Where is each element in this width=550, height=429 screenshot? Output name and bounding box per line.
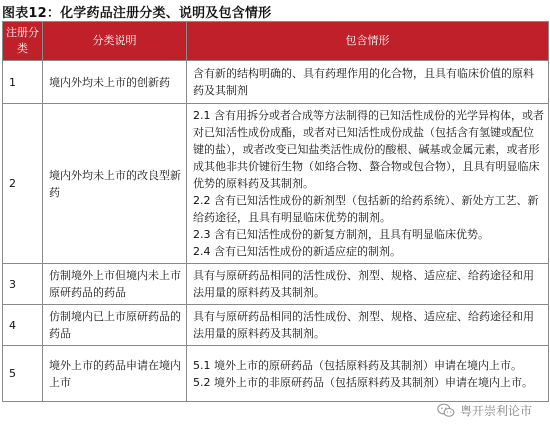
content-paragraph: 5.2 境外上市的非原研药品（包括原料药及其制剂）申请在境内上市。 (193, 375, 533, 389)
content-paragraph: 含有新的结构明确的、具有药理作用的化合物，且具有临床价值的原料药及其制剂 (193, 67, 534, 97)
row-description: 境内外均未上市的创新药 (43, 61, 187, 104)
watermark (437, 402, 532, 419)
content-paragraph: 具有与原研药品相同的活性成份、剂型、规格、适应症、给药途径和用法用量的原料药及其制剂。 (193, 310, 534, 340)
wechat-icon (437, 403, 455, 418)
content-paragraph: 2.1 含有用拆分或者合成等方法制得的已知活性成份的光学异构体，或者对已知活性成份成酯，或者对已知活性成份成盐（包括含有氢键或配位键的盐），或者改变已知盐类活性成份的酸根、碱基或金属元素，或者形成其他非共价键衍生物（如络合物、螯合物或包合物），且具有明显临床优势的原料药及其制剂。 (193, 109, 544, 190)
row-description: 仿制境内已上市原研药品的药品 (43, 305, 187, 346)
row-class-id: 5 (3, 346, 43, 402)
row-description: 仿制境外上市但境内未上市原研药品的药品 (43, 264, 187, 305)
content-paragraph: 2.3 含有已知活性成份的新复方制剂，且具有明显临床优势。 (193, 228, 489, 241)
table-header-row (3, 22, 549, 61)
drug-registration-table (2, 21, 549, 402)
content-paragraph: 2.2 含有已知活性成份的新剂型（包括新的给药系统）、新处方工艺、新给药途径，且具有明显临床优势的制剂。 (193, 194, 539, 224)
row-description: 境内外均未上市的改良型新药 (43, 104, 187, 264)
watermark-text: 粤开崇利论市 (459, 404, 532, 418)
row-description: 境外上市的药品申请在境内上市 (43, 346, 187, 402)
header-included-cases: 包含情形 (187, 22, 549, 61)
table-row (3, 104, 549, 264)
figure-title: 图表12：化学药品注册分类、说明及包含情形 (2, 6, 272, 21)
row-content (187, 264, 549, 305)
row-content (187, 61, 549, 104)
header-class-description: 分类说明 (43, 22, 187, 61)
row-content (187, 305, 549, 346)
row-class-id: 3 (3, 264, 43, 305)
table-row (3, 346, 549, 402)
header-registration-class: 注册分类 (3, 22, 43, 61)
row-content (187, 104, 549, 264)
row-class-id: 1 (3, 61, 43, 104)
content-paragraph: 5.1 境外上市的原研药品（包括原料药及其制剂）申请在境内上市。 (193, 358, 522, 372)
content-paragraph: 具有与原研药品相同的活性成份、剂型、规格、适应症、给药途径和用法用量的原料药及其制剂。 (193, 269, 534, 299)
table-row (3, 61, 549, 104)
row-class-id: 2 (3, 104, 43, 264)
content-paragraph: 2.4 含有已知活性成份的新适应症的制剂。 (193, 245, 401, 258)
row-content (187, 346, 549, 402)
table-row (3, 264, 549, 305)
row-class-id: 4 (3, 305, 43, 346)
table-row (3, 305, 549, 346)
